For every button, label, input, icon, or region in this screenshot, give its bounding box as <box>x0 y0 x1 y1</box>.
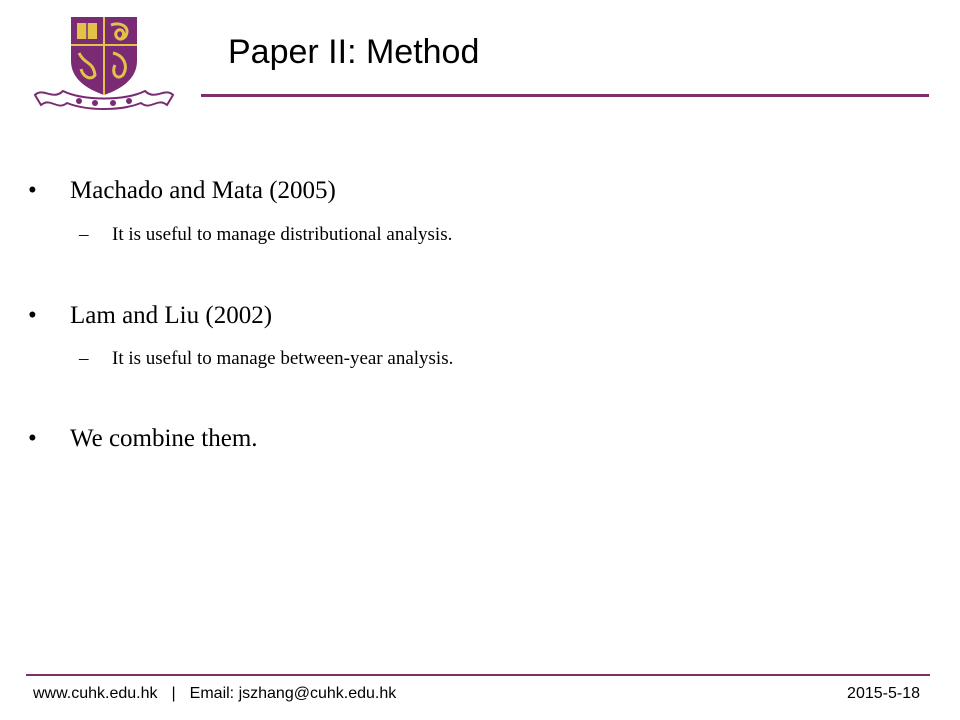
bullet-text: Machado and Mata (2005) <box>70 177 336 204</box>
sub-bullet-text: It is useful to manage distributional analysis. <box>112 224 453 245</box>
sub-bullet-item <box>79 222 452 248</box>
sub-bullet-text: It is useful to manage between-year analysis. <box>112 348 454 369</box>
page-title: Paper II: Method <box>228 33 480 71</box>
footer-contact <box>33 684 396 704</box>
bullet-glyph: • <box>28 302 37 329</box>
bullet-text: We combine them. <box>70 425 258 452</box>
bullet-glyph: • <box>28 425 37 452</box>
sub-bullet-glyph: – <box>79 348 89 369</box>
footer-website-link[interactable]: www.cuhk.edu.hk <box>33 685 158 702</box>
university-crest-icon <box>33 15 175 110</box>
sub-bullet-glyph: – <box>79 224 89 245</box>
footer-date: 2015-5-18 <box>847 685 920 702</box>
footer-separator: | <box>171 685 176 702</box>
bullet-item <box>28 423 258 455</box>
sub-bullet-item <box>79 346 453 372</box>
bullet-item <box>28 300 272 332</box>
bullet-item <box>28 175 336 207</box>
footer-email-link[interactable]: Email: jszhang@cuhk.edu.hk <box>189 685 397 702</box>
title-divider <box>201 94 929 97</box>
bullet-text: Lam and Liu (2002) <box>70 302 273 329</box>
bullet-glyph: • <box>28 177 37 204</box>
footer-divider <box>26 674 930 676</box>
